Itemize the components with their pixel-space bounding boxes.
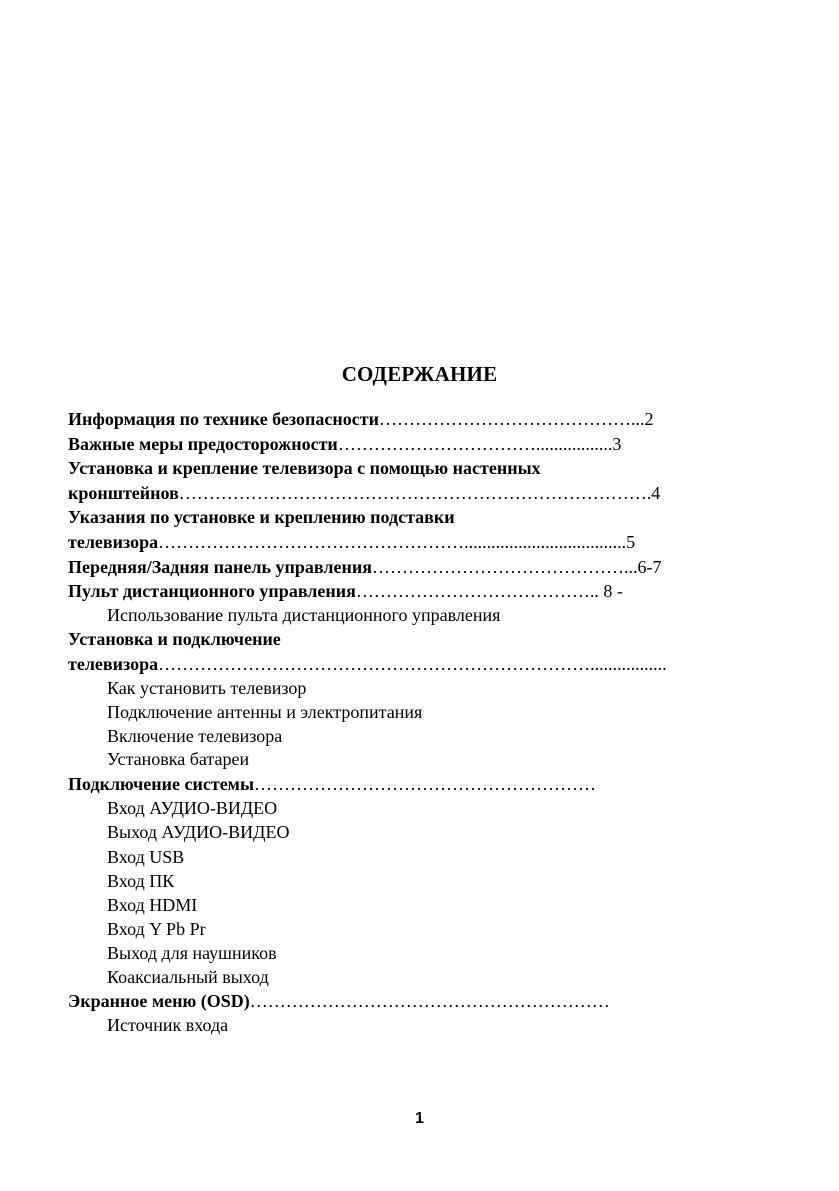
toc-page-ref: 3	[612, 434, 622, 454]
toc-subentry: Выход для наушников	[107, 943, 277, 963]
toc-entry-label: Передняя/Задняя панель управления	[68, 557, 372, 577]
toc-subentry: Подключение антенны и электропитания	[107, 702, 423, 722]
toc-subentry: Использование пульта дистанционного управления	[107, 605, 501, 625]
toc-subentry: Вход USB	[107, 847, 185, 867]
toc-subentry: Вход АУДИО-ВИДЕО	[107, 798, 278, 818]
toc-subentry: Источник входа	[107, 1015, 229, 1035]
toc-leader: ……………………………………………………	[249, 991, 610, 1011]
toc-page-ref: 4	[651, 483, 661, 503]
toc-entry	[68, 627, 281, 651]
toc-subentry: Включение телевизора	[107, 726, 283, 746]
toc-entry-label: Информация по технике безопасности	[68, 409, 379, 429]
toc-subentry: Выход АУДИО-ВИДЕО	[107, 822, 290, 842]
toc-page-ref: 5	[626, 532, 636, 552]
toc-entry-label: Установка и подключение	[68, 629, 281, 649]
toc-leader: ……………………………………………………………….................	[158, 654, 667, 674]
toc-entry-label: телевизора	[68, 654, 159, 674]
toc-entry-label: Экранное меню (OSD)	[68, 991, 250, 1011]
toc-leader: …………………………………………………	[254, 774, 596, 794]
toc-entry-label: Важные меры предосторожности	[68, 434, 338, 454]
toc-entry	[68, 652, 667, 676]
toc-subentry: Установка батареи	[107, 749, 250, 769]
toc-entry-label: Указания по установке и креплению подставки	[68, 507, 455, 527]
toc-subentry: Коаксиальный выход	[107, 967, 269, 987]
toc-entry	[68, 432, 621, 456]
toc-leader: …………………………………………………………………….	[178, 483, 652, 503]
toc-subentry: Как установить телевизор	[107, 678, 307, 698]
page-title: СОДЕРЖАНИЕ	[341, 362, 498, 386]
toc-leader: ……………………………………...	[379, 409, 645, 429]
toc-leader: …………………………………..	[355, 581, 604, 601]
toc-page-ref: 2	[644, 409, 654, 429]
toc-entry	[68, 530, 635, 554]
toc-entry-label: кронштейнов	[68, 483, 179, 503]
toc-entry	[68, 989, 610, 1013]
toc-entry	[68, 456, 541, 480]
toc-entry	[68, 407, 654, 431]
toc-page-ref: 8 -	[603, 581, 623, 601]
toc-entry-label: Установка и крепление телевизора с помощью настенных	[68, 458, 541, 478]
toc-entry-label: телевизора	[68, 532, 159, 552]
toc-entry-label: Подключение системы	[68, 774, 254, 794]
toc-entry	[68, 505, 455, 529]
toc-subentry: Вход ПК	[107, 871, 175, 891]
toc-leader: …………………………….................	[337, 434, 613, 454]
page-number: 1	[415, 1110, 424, 1127]
toc-subentry: Вход HDMI	[107, 895, 198, 915]
toc-entry	[68, 772, 596, 796]
toc-entry-label: Пульт дистанционного управления	[68, 581, 356, 601]
toc-entry	[68, 481, 660, 505]
toc-leader: ……………………………………………....................................	[158, 532, 627, 552]
toc-entry	[68, 555, 661, 579]
toc-page-ref: 6-7	[637, 557, 662, 577]
toc-leader: ……………………………………...	[371, 557, 638, 577]
toc-entry	[68, 579, 623, 603]
toc-subentry: Вход Y Pb Pr	[107, 919, 206, 939]
